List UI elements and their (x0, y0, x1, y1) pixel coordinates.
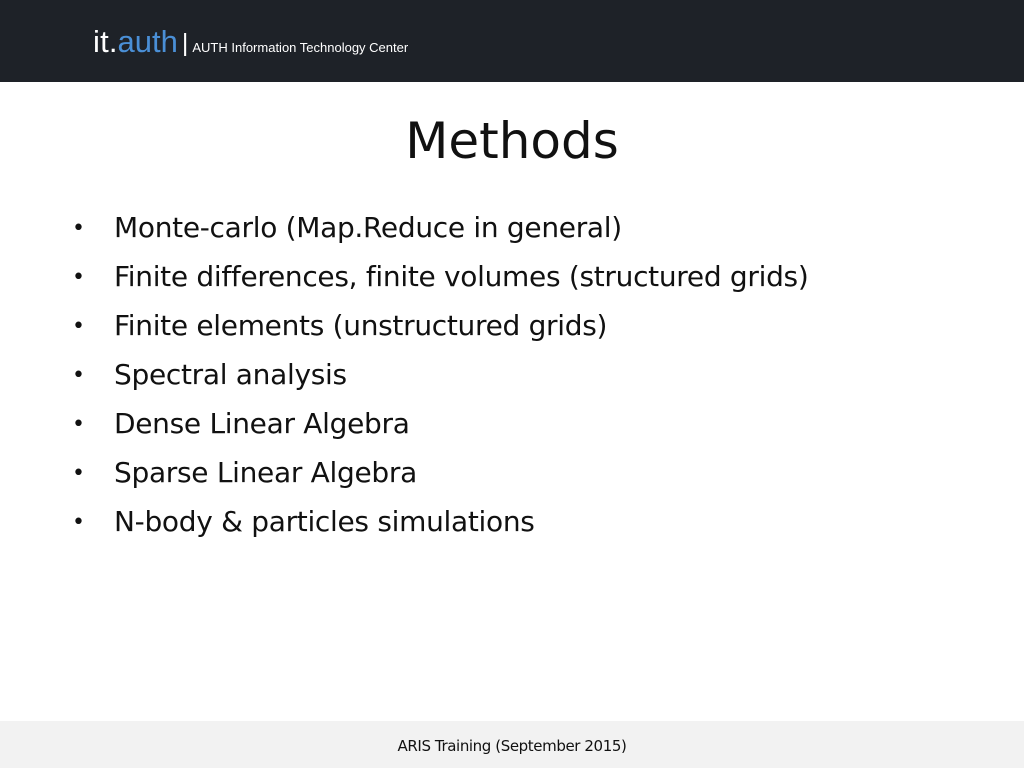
bullet-icon: • (72, 363, 85, 388)
logo-it-text: it (93, 24, 109, 59)
bullet-text: Spectral analysis (114, 358, 347, 391)
bullet-text: Monte-carlo (Map.Reduce in general) (114, 211, 622, 244)
bullet-icon: • (72, 216, 85, 241)
list-item (72, 505, 808, 554)
bullet-text: N-body & particles simulations (114, 505, 535, 538)
slide-title: Methods (405, 112, 619, 170)
bullet-text: Dense Linear Algebra (114, 407, 410, 440)
bullet-list (72, 211, 808, 554)
header-bar (0, 0, 1024, 82)
bullet-icon: • (72, 314, 85, 339)
logo-dot: . (108, 24, 118, 59)
list-item (72, 456, 808, 505)
header-subtitle: AUTH Information Technology Center (192, 40, 409, 55)
it-auth-logo (93, 24, 408, 64)
list-item (72, 211, 808, 260)
list-item (72, 358, 808, 407)
bullet-icon: • (72, 412, 85, 437)
list-item (72, 260, 808, 309)
logo-auth-text: auth (117, 24, 178, 59)
footer-text: ARIS Training (September 2015) (397, 737, 627, 755)
logo-separator: | (181, 29, 189, 57)
bullet-text: Finite elements (unstructured grids) (114, 309, 608, 342)
bullet-icon: • (72, 265, 85, 290)
bullet-icon: • (72, 510, 85, 535)
bullet-text: Finite differences, finite volumes (structured grids) (114, 260, 809, 293)
list-item (72, 407, 808, 456)
bullet-icon: • (72, 461, 85, 486)
list-item (72, 309, 808, 358)
bullet-text: Sparse Linear Algebra (114, 456, 417, 489)
